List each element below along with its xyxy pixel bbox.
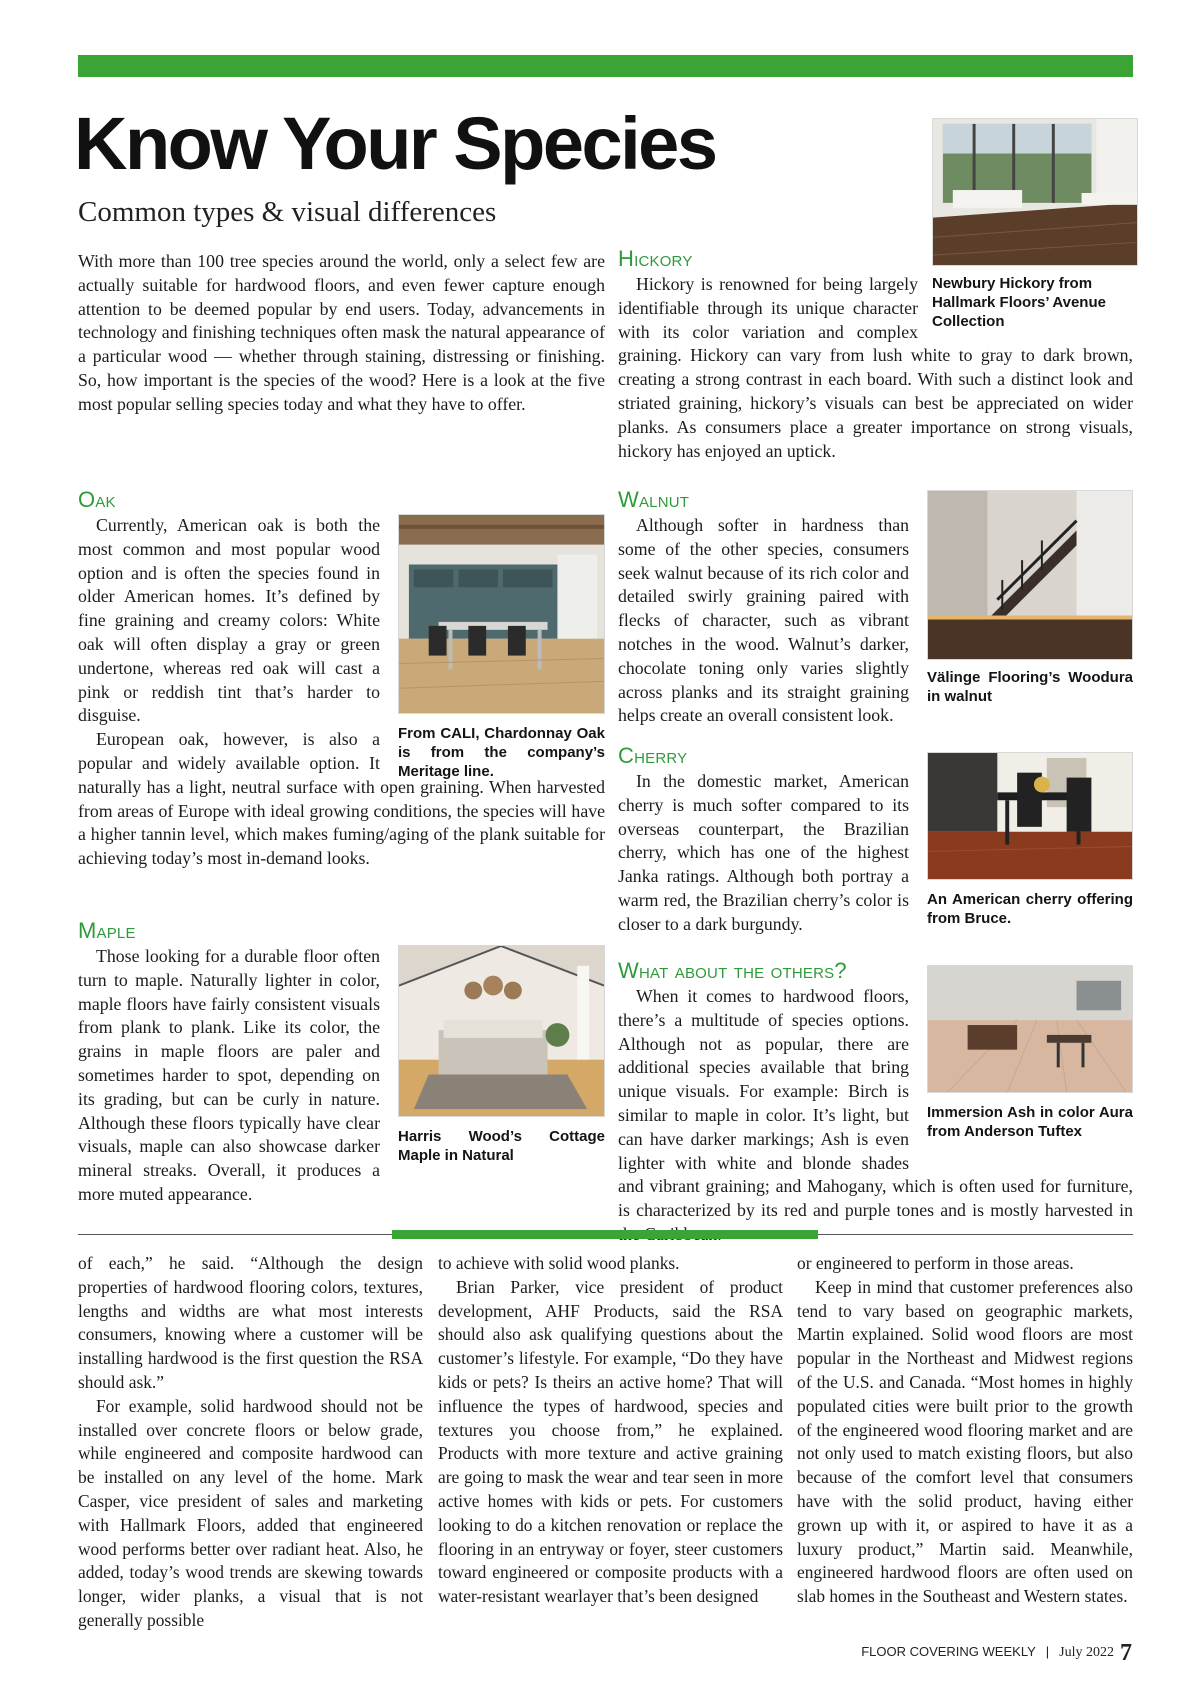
walnut-heading: Walnut	[618, 487, 690, 512]
maple-figure	[398, 945, 605, 1181]
oak-section	[78, 514, 605, 894]
walnut-stairs-photo	[927, 490, 1133, 660]
walnut-figure	[927, 514, 1133, 732]
page-number: 7	[1120, 1640, 1132, 1666]
col3-paragraph-2: Keep in mind that customer preferences also tend to vary based on geographic markets, Martin explained. Solid wood floors are most popular in the Northeast and Midwest regions of the U.S. and Canada. “Most homes in highly populated cities were built prior to the growth of the engineered wood flooring market and are not only used to match existing floors, but also because of the comfort level that consumers have with the solid product, having either grown up with it, or aspired to have it as a luxury product,” Martin said. Meanwhile, engineered hardwood floors are often used on slab homes in the Southeast and Western states.	[797, 1276, 1133, 1607]
cherry-section	[618, 770, 1133, 970]
continued-column-2	[438, 1252, 783, 1609]
col1-paragraph-2: For example, solid hardwood should not be installed over concrete floors or below grade, while engineered and composite hardwood can be installed on any level of the home. Mark Casper, vice president of sales and marketing with Hallmark Floors, added that engineered wood performs better over radiant heat. Also, he added, today’s wood trends are skewing towards longer, wider planks, a visual that is not generally possible	[78, 1395, 423, 1630]
top-accent-bar	[78, 55, 1133, 77]
hickory-section	[618, 273, 1133, 463]
continued-column-3	[797, 1252, 1133, 1609]
oak-figure	[398, 514, 605, 780]
oak-kitchen-photo	[398, 514, 605, 714]
oak-paragraph-1: Currently, American oak is both the most common and most popular wood option and is often the species found in older American homes. It’s defined by fine graining and creamy colors: White oak will often display a gray or green undertone, whereas red oak will cast a pink or reddish tint that’s harder to disguise.	[78, 515, 380, 726]
footer-separator: |	[1045, 1644, 1050, 1659]
hickory-heading: Hickory	[618, 246, 693, 271]
cherry-caption: An American cherry offering from Bruce.	[927, 891, 1133, 927]
hickory-caption: Newbury Hickory from Hallmark Floors’ Avenue Collection	[932, 275, 1106, 330]
continued-column-1	[78, 1252, 423, 1633]
oak-heading: Oak	[78, 487, 116, 512]
hickory-living-room-photo	[932, 118, 1138, 266]
others-paragraph-1: When it comes to hardwood floors, there’s a multitude of species options. Although not as popular, there are additional species available that bring unique visuals. For example: Birch is similar to maple in color. It’s light, but can have darker markings; Ash is even lighter with white and blonde shades and vibrant graining; and Mahogany, which is often used for furniture, is characterized by its red and purple tones and is mostly harvested in	[618, 986, 1133, 1221]
publication-name: FLOOR COVERING WEEKLY	[861, 1644, 1036, 1659]
intro-paragraph: With more than 100 tree species around the world, only a select few are actually suitable for hardwood floors, and even fewer capture enough attention to be deemed popular by end users. Today, advancements in technology and finishing techniques often mask the natural appearance of a particular wood — whether through staining, distressing or finishing. So, how important is the species of the wood? Here is a look at the five most popular selling species today and what they have to offer.	[78, 251, 605, 414]
maple-bedroom-photo	[398, 945, 605, 1117]
maple-heading: Maple	[78, 918, 136, 943]
hickory-text-wrap-spacer	[918, 273, 1133, 343]
section-divider-accent	[392, 1230, 818, 1239]
cherry-dining-photo	[927, 752, 1133, 880]
page-subtitle: Common types & visual differences	[78, 196, 497, 228]
others-heading: What about the others?	[618, 958, 847, 983]
page-footer	[861, 1640, 1132, 1667]
others-caption: Immersion Ash in color Aura from Anderson Tuftex	[927, 1104, 1133, 1140]
maple-section	[78, 945, 605, 1230]
oak-caption: From CALI, Chardonnay Oak is from the company’s Meritage line.	[398, 725, 605, 780]
col1-paragraph-1: of each,” he said. “Although the design properties of hardwood flooring colors, textures, lengths and widths are what most interests consumers, knowing where a customer will be installing hardwood is the first question the RSA should ask.”	[78, 1253, 423, 1392]
page-title: Know Your Species	[74, 102, 716, 185]
others-section	[618, 985, 1133, 1247]
col2-paragraph-1: to achieve with solid wood planks.	[438, 1253, 680, 1273]
intro-text	[78, 250, 605, 417]
walnut-section	[618, 514, 1133, 732]
walnut-caption: Välinge Flooring’s Woodura in walnut	[927, 669, 1133, 705]
walnut-paragraph-1: Although softer in hardness than some of the other species, consumers seek walnut because of its rich color and detailed swirly graining paired with flecks of character, such as vibrant notches in the wood. Walnut’s darker, chocolate toning only varies slightly across planks and its straight graining helps create an overall consistent look.	[618, 515, 909, 726]
hickory-paragraph-1: Hickory is renowned for being largely identifiable through its unique character with its color variation and complex graining. Hickory can vary from lush white to gray to dark brown, creating a strong contrast in each board. With such a distinct look and striated graining, hickory’s visuals can best be appreciated on wider planks. As consumers place a greater importance on strong visuals, hickory has enjoyed an uptick.	[618, 274, 1133, 461]
cherry-heading: Cherry	[618, 743, 688, 768]
cherry-paragraph-1: In the domestic market, American cherry is much softer compared to its overseas counterpart, the Brazilian cherry, which has one of the highest Janka ratings. Although both portray a warm red, the Brazilian cherry’s color is closer to a dark burgundy.	[618, 771, 909, 934]
others-figure	[927, 985, 1133, 1175]
oak-paragraph-2: European oak, however, is also a popular and widely available option. It naturally has a light, neutral surface with open graining. When harvested from areas of Europe with ideal growing conditions, the species will have a higher tannin level, which makes fuming/aging of the plank suitable for achieving today’s most in-demand looks.	[78, 729, 605, 869]
col3-paragraph-1: or engineered to perform in those areas.	[797, 1253, 1074, 1273]
others-ash-photo	[927, 965, 1133, 1093]
cherry-figure	[927, 770, 1133, 970]
maple-caption: Harris Wood’s Cottage Maple in Natural	[398, 1128, 605, 1164]
issue-date: July 2022	[1059, 1645, 1114, 1660]
col2-paragraph-2: Brian Parker, vice president of product development, AHF Products, said the RSA should also ask qualifying questions about the customer’s lifestyle. For example, “Do they have kids or pets? Is theirs an active home? That will influence the types of hardwood, species and textures you choose from,” he explained. Products with more texture and active graining are going to mask the wear and tear seen in more active homes with kids or pets. For customers looking to do a kitchen renovation or replace the flooring in an entryway or foyer, steer customers toward engineered or composite products with a water-resistant wearlayer that’s been designed	[438, 1276, 783, 1607]
maple-paragraph-1: Those looking for a durable floor often turn to maple. Naturally lighter in color, maple floors have fairly consistent visuals from plank to plank. Like its color, the grains in maple floors are paler and sometimes harder to spot, depending on its grading, but can be curly in nature. Although these floors typically have clear visuals, maple can also showcase darker mineral streaks. Overall, it produces a more muted appearance.	[78, 946, 380, 1204]
